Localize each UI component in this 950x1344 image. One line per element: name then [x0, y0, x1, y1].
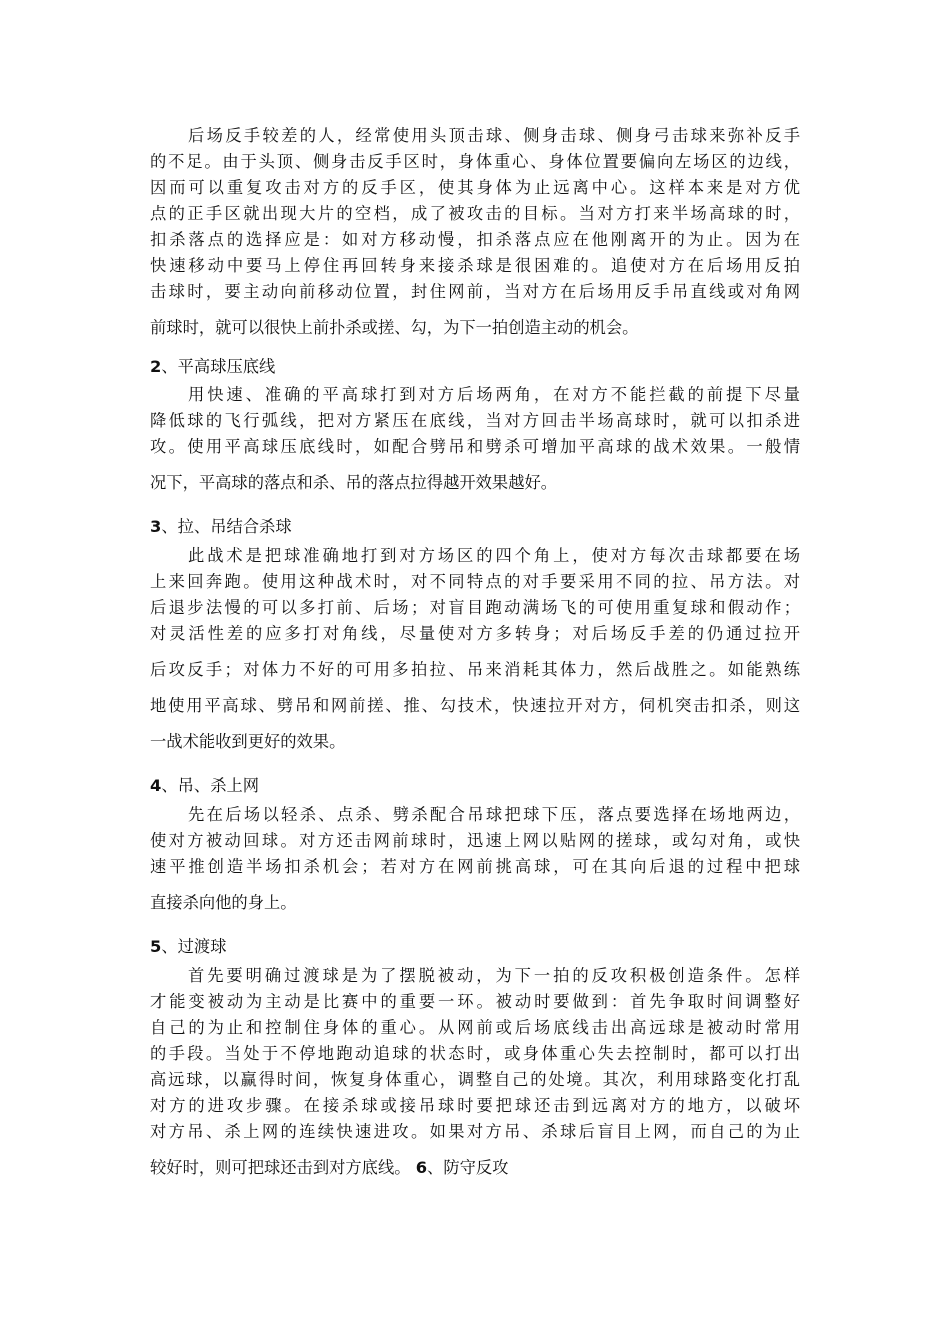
text-line: 先在后场以轻杀、点杀、劈杀配合吊球把球下压，落点要选择在场地两边， — [188, 805, 800, 824]
text-line: 况下，平高球的落点和杀、吊的落点拉得越开效果越好。 — [150, 473, 558, 492]
text-line: 才能变被动为主动是比赛中的重要一环。被动时要做到：首先争取时间调整好 — [150, 992, 800, 1011]
paragraph-1 — [150, 123, 800, 341]
section-heading-5 — [150, 935, 226, 959]
section-number-6: 6 — [415, 1158, 428, 1177]
text-line: 攻。使用平高球压底线时，如配合劈吊和劈杀可增加平高球的战术效果。一般情 — [150, 437, 800, 456]
text-line: 击球时，要主动向前移动位置，封住网前，当对方在后场用反手吊直线或对角网 — [150, 282, 800, 301]
text-line: 用快速、准确的平高球打到对方后场两角，在对方不能拦截的前提下尽量 — [188, 385, 800, 404]
text-line: 对方吊、杀上网的连续快速进攻。如果对方吊、杀球后盲目上网，而自己的为止 — [150, 1122, 800, 1141]
section-number: 5 — [150, 937, 162, 956]
text-line: 使对方被动回球。对方还击网前球时，迅速上网以贴网的搓球，或勾对角，或快 — [150, 831, 800, 850]
section-number: 3 — [150, 517, 162, 536]
text-line: 前球时，就可以很快上前扑杀或搓、勾，为下一拍创造主动的机会。 — [150, 318, 639, 337]
section-5-body — [150, 963, 800, 1181]
section-4-body — [150, 802, 800, 916]
text-line: 降低球的飞行弧线，把对方紧压在底线，当对方回击半场高球时，就可以扣杀进 — [150, 411, 800, 430]
section-title: 、平高球压底线 — [161, 357, 276, 376]
text-fragment: 较好时，则可把球还击到对方底线。 — [150, 1158, 411, 1177]
section-number: 4 — [150, 776, 162, 795]
text-line: 的手段。当处于不停地跑动追球的状态时，或身体重心失去控制时，都可以打出 — [150, 1044, 800, 1063]
text-line: 此战术是把球准确地打到对方场区的四个角上，使对方每次击球都要在场 — [188, 546, 800, 565]
text-line: 上来回奔跑。使用这种战术时，对不同特点的对手要采用不同的拉、吊方法。对 — [150, 572, 800, 591]
text-line — [150, 1155, 800, 1181]
text-line: 速平推创造半场扣杀机会；若对方在网前挑高球，可在其向后退的过程中把球 — [150, 857, 800, 876]
text-line: 后攻反手；对体力不好的可用多拍拉、吊来消耗其体力，然后战胜之。如能熟练 — [150, 660, 800, 679]
text-line: 地使用平高球、劈吊和网前搓、推、勾技术，快速拉开对方，伺机突击扣杀，则这 — [150, 696, 800, 715]
section-title: 、拉、吊结合杀球 — [161, 517, 292, 536]
section-title: 、吊、杀上网 — [161, 776, 260, 795]
section-2-body — [150, 382, 800, 496]
text-line: 对灵活性差的应多打对角线，尽量使对方多转身；对后场反手差的仍通过拉开 — [150, 624, 800, 643]
text-line: 高远球，以赢得时间，恢复身体重心，调整自己的处境。其次，利用球路变化打乱 — [150, 1070, 800, 1089]
text-line: 对方的进攻步骤。在接杀球或接吊球时要把球还击到远离对方的地方，以破坏 — [150, 1096, 800, 1115]
text-line: 一战术能收到更好的效果。 — [150, 732, 346, 751]
section-number: 2 — [150, 357, 162, 376]
section-3-body — [150, 543, 800, 755]
section-heading-4 — [150, 774, 259, 798]
text-line: 扣杀落点的选择应是：如对方移动慢，扣杀落点应在他刚离开的为止。因为在 — [150, 230, 800, 249]
section-heading-2 — [150, 355, 275, 379]
text-line: 自己的为止和控制住身体的重心。从网前或后场底线击出高远球是被动时常用 — [150, 1018, 800, 1037]
text-line: 直接杀向他的身上。 — [150, 893, 297, 912]
text-line: 的不足。由于头顶、侧身击反手区时，身体重心、身体位置要偏向左场区的边线， — [150, 152, 800, 171]
text-line: 首先要明确过渡球是为了摆脱被动，为下一拍的反攻积极创造条件。怎样 — [188, 966, 800, 985]
section-title-6: 、防守反攻 — [427, 1158, 509, 1177]
section-heading-3 — [150, 515, 292, 539]
text-line: 快速移动中要马上停住再回转身来接杀球是很困难的。追使对方在后场用反拍 — [150, 256, 800, 275]
text-line: 后退步法慢的可以多打前、后场；对盲目跑动满场飞的可使用重复球和假动作； — [150, 598, 800, 617]
text-line: 因而可以重复攻击对方的反手区，使其身体为止远离中心。这样本来是对方优 — [150, 178, 800, 197]
section-title: 、过渡球 — [161, 937, 227, 956]
text-line: 点的正手区就出现大片的空档，成了被攻击的目标。当对方打来半场高球的时， — [150, 204, 800, 223]
text-line: 后场反手较差的人，经常使用头顶击球、侧身击球、侧身弓击球来弥补反手 — [188, 126, 800, 145]
